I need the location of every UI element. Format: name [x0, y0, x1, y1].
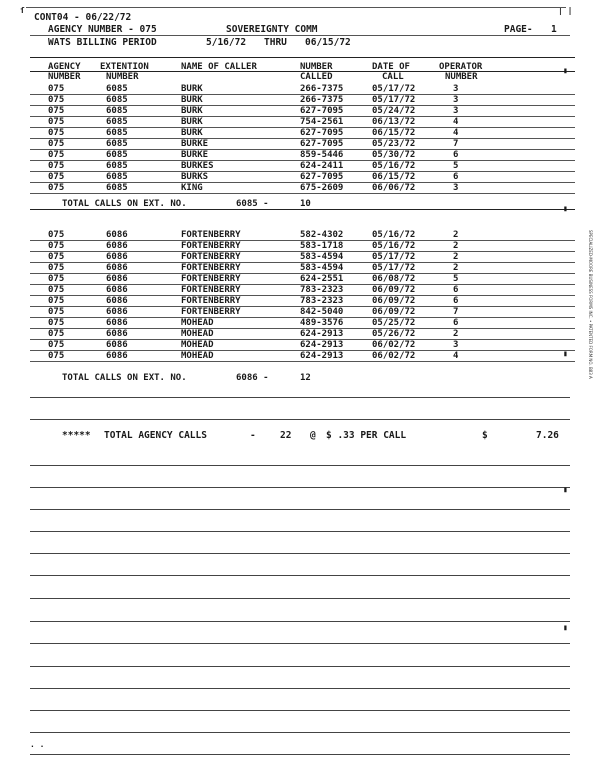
ext-6086-total [0, 373, 595, 383]
col-called-header-2: CALLED [300, 72, 333, 82]
cell-called: 583-4594 [300, 252, 344, 262]
cell-called: 627-7095 [300, 106, 344, 116]
cell-called: 266-7375 [300, 95, 344, 105]
cell-op: 3 [453, 95, 459, 105]
cell-ext: 6085 [106, 128, 128, 138]
cell-date: 05/16/72 [372, 241, 416, 251]
period-start: 5/16/72 [206, 37, 247, 48]
table-row [0, 285, 595, 295]
cell-ext: 6085 [106, 150, 128, 160]
table-row [0, 318, 595, 328]
form-line [30, 732, 570, 733]
summary-stars: ***** [62, 430, 91, 441]
cell-agency: 075 [48, 241, 65, 251]
cell-op: 6 [453, 285, 459, 295]
bottom-mark-icon: · · [30, 742, 45, 751]
summary-dollar: $ [482, 430, 488, 441]
cell-date: 06/09/72 [372, 285, 416, 295]
thru-label: THRU [264, 37, 287, 48]
cell-called: 266-7375 [300, 84, 344, 94]
cell-called: 627-7095 [300, 172, 344, 182]
cell-ext: 6086 [106, 274, 128, 284]
cell-ext: 6086 [106, 329, 128, 339]
cell-op: 2 [453, 252, 459, 262]
cell-date: 06/09/72 [372, 296, 416, 306]
table-row [0, 128, 595, 138]
cell-op: 3 [453, 84, 459, 94]
cell-op: 3 [453, 183, 459, 193]
row-rule [30, 361, 575, 362]
table-row [0, 150, 595, 160]
form-line [30, 643, 570, 644]
cell-date: 05/25/72 [372, 318, 416, 328]
agency-summary [0, 431, 595, 443]
table-row [0, 351, 595, 361]
col-ext-header-2: NUMBER [106, 72, 139, 82]
form-line [30, 666, 570, 667]
cell-called: 624-2913 [300, 340, 344, 350]
margin-mark-icon: ▮ [563, 204, 568, 213]
cell-date: 05/16/72 [372, 161, 416, 171]
page-number: 1 [551, 24, 557, 35]
total-label: TOTAL CALLS ON EXT. NO. [62, 199, 187, 209]
form-line [30, 575, 570, 576]
col-date-header-2: CALL [382, 72, 404, 82]
cell-caller: BURKS [181, 172, 209, 182]
group-divider [30, 209, 575, 210]
cell-caller: MOHEAD [181, 340, 214, 350]
cell-date: 06/09/72 [372, 307, 416, 317]
col-ext-header: EXTENTION [100, 62, 149, 72]
cell-ext: 6085 [106, 172, 128, 182]
col-called-header: NUMBER [300, 62, 333, 72]
form-line [30, 553, 570, 554]
agency-number-label: AGENCY NUMBER - 075 [48, 24, 157, 35]
cell-date: 06/15/72 [372, 128, 416, 138]
cell-date: 05/26/72 [372, 329, 416, 339]
page-label: PAGE- [504, 24, 533, 35]
cell-date: 05/24/72 [372, 106, 416, 116]
cell-op: 2 [453, 329, 459, 339]
summary-amount: 7.26 [536, 430, 559, 441]
cell-ext: 6086 [106, 241, 128, 251]
table-row [0, 161, 595, 171]
cell-ext: 6086 [106, 318, 128, 328]
cell-ext: 6085 [106, 95, 128, 105]
cell-date: 06/02/72 [372, 340, 416, 350]
cell-agency: 075 [48, 95, 65, 105]
cell-agency: 075 [48, 274, 65, 284]
cell-agency: 075 [48, 172, 65, 182]
cell-agency: 075 [48, 128, 65, 138]
margin-mark-icon: ▮ [563, 349, 568, 358]
cell-op: 3 [453, 106, 459, 116]
column-header-row-2 [0, 72, 595, 82]
summary-at: @ [310, 430, 316, 441]
cell-op: 2 [453, 241, 459, 251]
cell-called: 583-1718 [300, 241, 344, 251]
cell-ext: 6086 [106, 285, 128, 295]
table-row [0, 117, 595, 127]
cell-caller: BURKES [181, 161, 214, 171]
table-row [0, 183, 595, 193]
summary-rate: $ .33 PER CALL [326, 430, 407, 441]
cell-called: 783-2323 [300, 296, 344, 306]
cell-agency: 075 [48, 139, 65, 149]
cell-caller: MOHEAD [181, 318, 214, 328]
cell-caller: BURK [181, 106, 203, 116]
cell-caller: FORTENBERRY [181, 252, 241, 262]
margin-mark-icon: ▮ [563, 66, 568, 75]
form-imprint [583, 230, 593, 430]
cell-op: 6 [453, 172, 459, 182]
cell-op: 6 [453, 296, 459, 306]
total-count: 12 [300, 373, 311, 383]
cell-caller: BURKE [181, 139, 209, 149]
form-line [30, 710, 570, 711]
total-ext: 6086 - [236, 373, 269, 383]
cell-caller: FORTENBERRY [181, 263, 241, 273]
total-label: TOTAL CALLS ON EXT. NO. [62, 373, 187, 383]
cell-op: 2 [453, 263, 459, 273]
cell-agency: 075 [48, 285, 65, 295]
cell-called: 783-2323 [300, 285, 344, 295]
ext-6085-total [0, 199, 595, 209]
cell-called: 624-2913 [300, 351, 344, 361]
form-line [30, 598, 570, 599]
total-ext: 6085 - [236, 199, 269, 209]
form-line [30, 487, 570, 488]
cell-ext: 6086 [106, 351, 128, 361]
row-rule [30, 193, 575, 194]
table-row [0, 296, 595, 306]
cell-called: 624-2913 [300, 329, 344, 339]
period-end: 06/15/72 [305, 37, 351, 48]
cell-date: 05/30/72 [372, 150, 416, 160]
table-row [0, 307, 595, 317]
cell-caller: FORTENBERRY [181, 274, 241, 284]
corner-mark-icon: | | [558, 6, 573, 15]
cell-caller: FORTENBERRY [181, 307, 241, 317]
cell-agency: 075 [48, 351, 65, 361]
table-row [0, 106, 595, 116]
cell-op: 4 [453, 128, 459, 138]
cell-called: 624-2411 [300, 161, 344, 171]
cell-agency: 075 [48, 296, 65, 306]
cell-agency: 075 [48, 318, 65, 328]
form-line [30, 419, 570, 420]
cell-op: 4 [453, 351, 459, 361]
cell-agency: 075 [48, 183, 65, 193]
form-line [30, 531, 570, 532]
cell-ext: 6085 [106, 84, 128, 94]
cell-caller: FORTENBERRY [181, 241, 241, 251]
imprint-text: SPECIALIZED-MOORE BUSINESS FORMS INC. • PATENTED FORM NO. B83 A [588, 230, 593, 379]
cell-ext: 6086 [106, 307, 128, 317]
cell-called: 754-2561 [300, 117, 344, 127]
cell-caller: BURKE [181, 150, 209, 160]
cell-date: 06/02/72 [372, 351, 416, 361]
summary-count: 22 [280, 430, 292, 441]
form-line [30, 465, 570, 466]
cell-called: 582-4302 [300, 230, 344, 240]
form-line [30, 621, 570, 622]
cell-caller: BURK [181, 117, 203, 127]
cell-date: 05/17/72 [372, 84, 416, 94]
cell-called: 675-2609 [300, 183, 344, 193]
cell-op: 5 [453, 274, 459, 284]
col-op-header: OPERATOR [439, 62, 483, 72]
cell-agency: 075 [48, 329, 65, 339]
column-header-rule [30, 71, 575, 72]
cell-date: 05/17/72 [372, 95, 416, 105]
billing-period-label: WATS BILLING PERIOD [48, 37, 157, 48]
cell-caller: BURK [181, 128, 203, 138]
cell-date: 06/13/72 [372, 117, 416, 127]
top-rule [26, 7, 566, 8]
cell-called: 583-4594 [300, 263, 344, 273]
cell-caller: FORTENBERRY [181, 285, 241, 295]
cell-caller: FORTENBERRY [181, 296, 241, 306]
table-row [0, 241, 595, 251]
cell-ext: 6086 [106, 230, 128, 240]
cell-date: 05/23/72 [372, 139, 416, 149]
cell-caller: KING [181, 183, 203, 193]
cell-op: 6 [453, 150, 459, 160]
cell-called: 627-7095 [300, 128, 344, 138]
cell-agency: 075 [48, 340, 65, 350]
cell-ext: 6085 [106, 106, 128, 116]
cell-caller: BURK [181, 84, 203, 94]
agency-name: SOVEREIGNTY COMM [226, 24, 318, 35]
report-id-date: CONT04 - 06/22/72 [34, 12, 132, 23]
cell-date: 05/17/72 [372, 263, 416, 273]
cell-agency: 075 [48, 117, 65, 127]
cell-op: 4 [453, 117, 459, 127]
cell-date: 06/15/72 [372, 172, 416, 182]
summary-dash: - [250, 430, 256, 441]
table-row [0, 139, 595, 149]
cell-agency: 075 [48, 230, 65, 240]
cell-op: 7 [453, 307, 459, 317]
cell-date: 06/06/72 [372, 183, 416, 193]
cell-agency: 075 [48, 106, 65, 116]
cell-called: 489-3576 [300, 318, 344, 328]
cell-caller: MOHEAD [181, 351, 214, 361]
form-line [30, 509, 570, 510]
form-line [30, 754, 570, 755]
cell-ext: 6086 [106, 340, 128, 350]
col-date-header: DATE OF [372, 62, 410, 72]
cell-op: 6 [453, 318, 459, 328]
cell-agency: 075 [48, 161, 65, 171]
form-line [30, 397, 570, 398]
cell-ext: 6085 [106, 139, 128, 149]
cell-agency: 075 [48, 84, 65, 94]
table-row [0, 340, 595, 350]
table-row [0, 172, 595, 182]
cell-ext: 6086 [106, 252, 128, 262]
cell-date: 05/16/72 [372, 230, 416, 240]
cell-date: 06/08/72 [372, 274, 416, 284]
cell-ext: 6086 [106, 263, 128, 273]
cell-agency: 075 [48, 307, 65, 317]
cell-called: 859-5446 [300, 150, 344, 160]
col-agency-header: AGENCY [48, 62, 81, 72]
table-row [0, 84, 595, 94]
summary-label: TOTAL AGENCY CALLS [104, 430, 207, 441]
cell-caller: FORTENBERRY [181, 230, 241, 240]
table-row [0, 230, 595, 240]
cell-called: 627-7095 [300, 139, 344, 149]
corner-mark-icon: ſ [20, 6, 25, 15]
table-row [0, 95, 595, 105]
cell-op: 5 [453, 161, 459, 171]
col-op-header-2: NUMBER [445, 72, 478, 82]
cell-op: 2 [453, 230, 459, 240]
cell-agency: 075 [48, 150, 65, 160]
table-row [0, 329, 595, 339]
form-line [30, 688, 570, 689]
cell-ext: 6085 [106, 117, 128, 127]
header-rule [30, 35, 570, 36]
cell-caller: BURK [181, 95, 203, 105]
cell-caller: MOHEAD [181, 329, 214, 339]
col-agency-header-2: NUMBER [48, 72, 81, 82]
margin-mark-icon: ▮ [563, 623, 568, 632]
cell-agency: 075 [48, 252, 65, 262]
cell-op: 3 [453, 340, 459, 350]
cell-ext: 6086 [106, 296, 128, 306]
total-count: 10 [300, 199, 311, 209]
col-caller-header: NAME OF CALLER [181, 62, 257, 72]
cell-called: 842-5040 [300, 307, 344, 317]
table-row [0, 252, 595, 262]
column-header-rule-top [30, 57, 575, 58]
margin-mark-icon: ▮ [563, 485, 568, 494]
cell-ext: 6085 [106, 161, 128, 171]
cell-agency: 075 [48, 263, 65, 273]
cell-date: 05/17/72 [372, 252, 416, 262]
cell-called: 624-2551 [300, 274, 344, 284]
cell-ext: 6085 [106, 183, 128, 193]
cell-op: 7 [453, 139, 459, 149]
table-row [0, 274, 595, 284]
table-row [0, 263, 595, 273]
